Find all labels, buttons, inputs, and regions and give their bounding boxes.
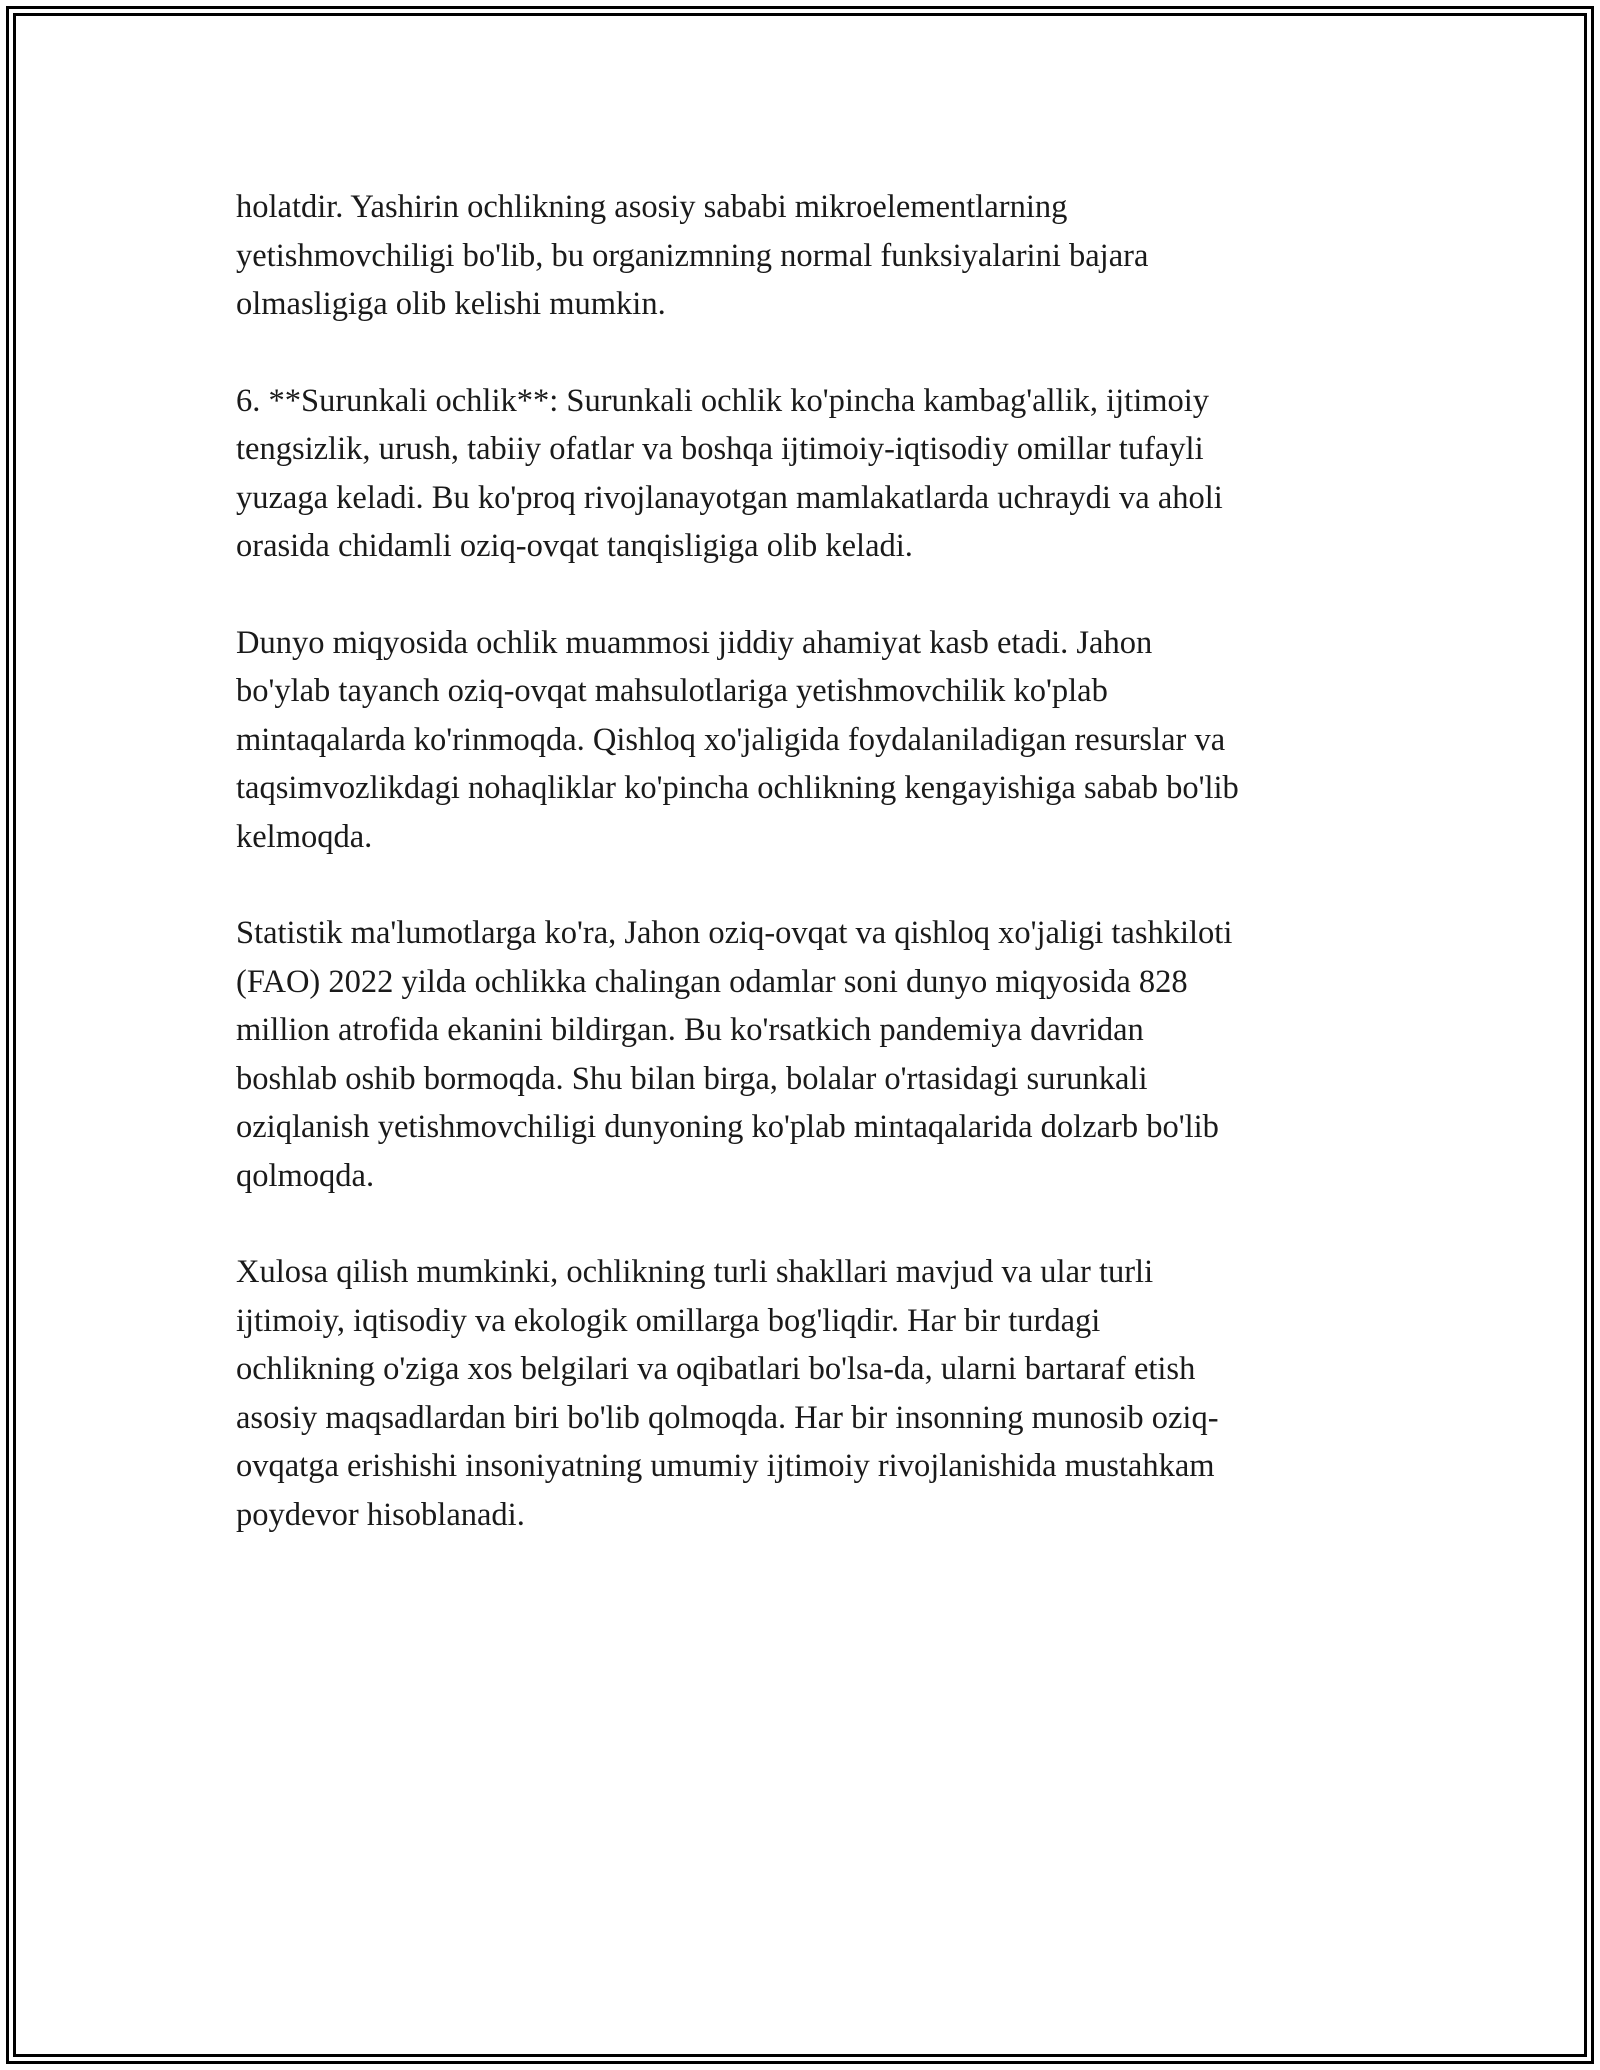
paragraph-conclusion	[236, 1248, 1366, 1539]
text-line: (FAO) 2022 yilda ochlikka chalingan odamlar soni dunyo miqyosida 828	[236, 963, 1188, 1000]
text-line: yetishmovchiligi bo'lib, bu organizmning normal funksiyalarini bajara	[236, 237, 1149, 274]
text-line: Xulosa qilish mumkinki, ochlikning turli shakllari mavjud va ular turli	[236, 1254, 1154, 1290]
text-line: bo'ylab tayanch oziq-ovqat mahsulotlariga yetishmovchilik ko'plab	[236, 673, 1108, 709]
text-line: Statistik ma'lumotlarga ko'ra, Jahon oziq-ovqat va qishloq xo'jaligi tashkiloti	[236, 915, 1233, 951]
text-line: holatdir. Yashirin ochlikning asosiy sababi mikroelementlarning	[236, 189, 1068, 225]
text-line: poydevor hisoblanadi.	[236, 1496, 525, 1533]
paragraph-statistics	[236, 909, 1366, 1200]
text-line: oziqlanish yetishmovchiligi dunyoning ko'plab mintaqalarida dolzarb bo'lib	[236, 1109, 1219, 1145]
paragraph-global-hunger	[236, 619, 1366, 862]
text-line: orasida chidamli oziq-ovqat tanqisligiga olib keladi.	[236, 528, 913, 564]
text-line: olmasligiga olib kelishi mumkin.	[236, 286, 666, 322]
text-line: taqsimvozlikdagi nohaqliklar ko'pincha ochlikning kengayishiga sabab bo'lib	[236, 770, 1239, 806]
text-line: asosiy maqsadlardan biri bo'lib qolmoqda. Har bir insonning munosib oziq-	[236, 1399, 1219, 1436]
text-line: boshlab oshib bormoqda. Shu bilan birga, bolalar o'rtasidagi surunkali	[236, 1060, 1148, 1097]
text-line: yuzaga keladi. Bu ko'proq rivojlanayotgan mamlakatlarda uchraydi va aholi	[236, 479, 1223, 516]
text-line: mintaqalarda ko'rinmoqda. Qishloq xo'jaligida foydalaniladigan resurslar va	[236, 721, 1226, 758]
paragraph-hidden-hunger-end	[236, 183, 1366, 329]
text-line: ijtimoiy, iqtisodiy va ekologik omillarga bog'liqdir. Har bir turdagi	[236, 1302, 1101, 1339]
text-line: million atrofida ekanini bildirgan. Bu ko'rsatkich pandemiya davridan	[236, 1012, 1144, 1048]
text-line: ochlikning o'ziga xos belgilari va oqibatlari bo'lsa-da, ularni bartaraf etish	[236, 1351, 1196, 1387]
text-line: kelmoqda.	[236, 818, 373, 855]
text-line: qolmoqda.	[236, 1157, 375, 1194]
paragraph-chronic-hunger	[236, 377, 1366, 571]
text-line: 6. **Surunkali ochlik**: Surunkali ochlik ko'pincha kambag'allik, ijtimoiy	[236, 382, 1210, 419]
document-body	[236, 183, 1366, 1587]
text-line: tengsizlik, urush, tabiiy ofatlar va boshqa ijtimoiy-iqtisodiy omillar tufayli	[236, 431, 1204, 467]
text-line: Dunyo miqyosida ochlik muammosi jiddiy ahamiyat kasb etadi. Jahon	[236, 624, 1153, 661]
text-line: ovqatga erishishi insoniyatning umumiy ijtimoiy rivojlanishida mustahkam	[236, 1448, 1215, 1484]
